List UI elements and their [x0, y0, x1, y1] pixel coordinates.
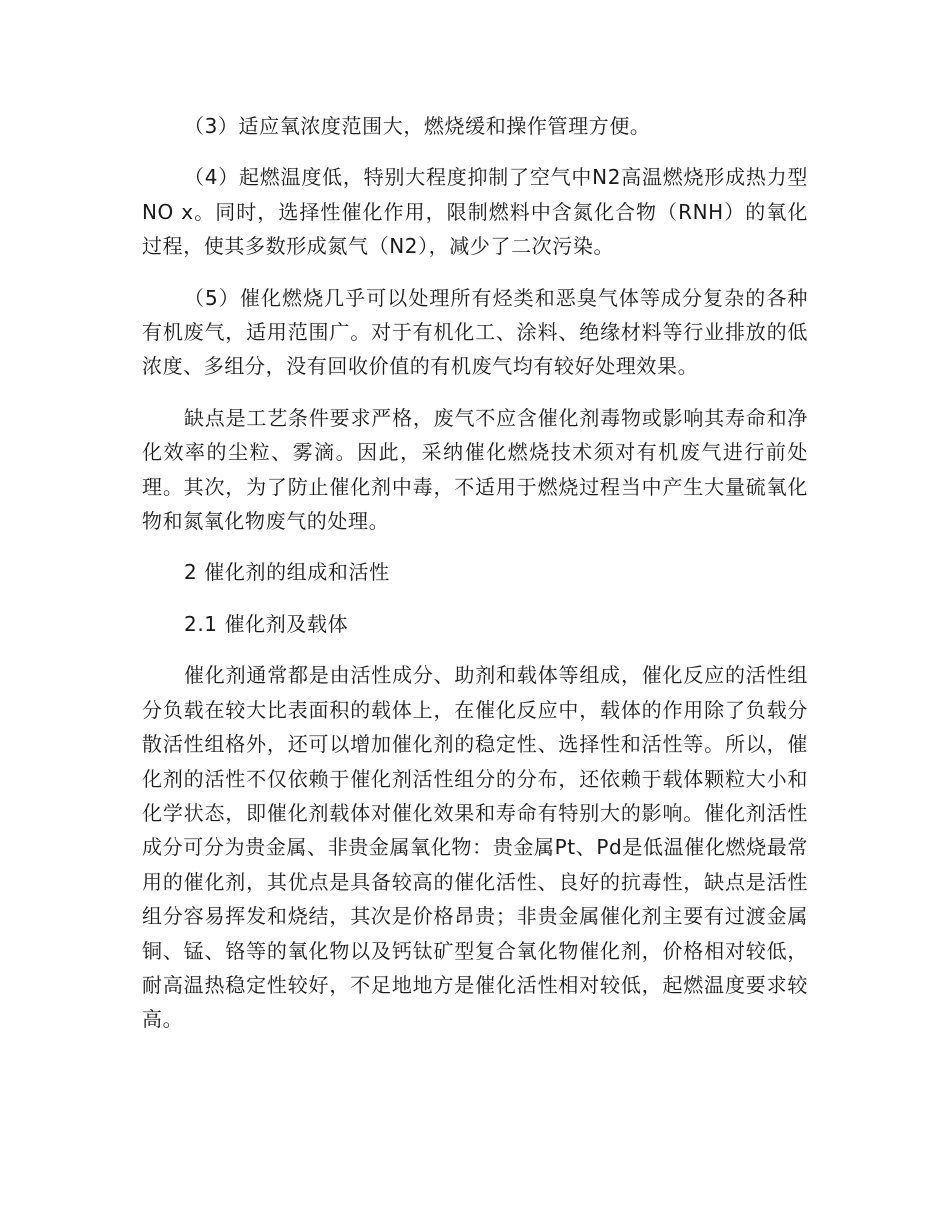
subsection-heading-2-1: 2.1 催化剂及载体 [184, 611, 349, 636]
document-body [142, 109, 808, 1054]
section-heading-2: 2 催化剂的组成和活性 [184, 560, 390, 585]
paragraph-disadvantages: 缺点是工艺条件要求严格，废气不应含催化剂毒物或影响其寿命和净化效率的尘粒、雾滴。因此，采纳催化燃烧技术须对有机废气进行前处理。其次，为了防止催化剂中毒，不适用于燃烧过程当中产生大量硫氧化物和氮氧化物废气的处理。 [142, 405, 808, 534]
paragraph-catalyst-support: 催化剂通常都是由活性成分、助剂和载体等组成，催化反应的活性组分负载在较大比表面积的载体上，在催化反应中，载体的作用除了负载分散活性组格外，还可以增加催化剂的稳定性、选择性和活性等。所以，催化剂的活性不仅依赖于催化剂活性组分的分布，还依赖于载体颗粒大小和化学状态，即催化剂载体对催化效果和寿命有特别大的影响。催化剂活性成分可分为贵金属、非贵金属氧化物：贵金属Pt、Pd是低温催化燃烧最常用的催化剂，其优点是具备较高的催化活性、良好的抗毒性，缺点是活性组分容易挥发和烧结，其次是价格昂贵；非贵金属催化剂主要有过渡金属铜、锰、铬等的氧化物以及钙钛矿型复合氧化物催化剂，价格相对较低，耐高温热稳定性较好，不足地地方是催化活性相对较低，起燃温度要求较高。 [142, 663, 808, 1032]
paragraph-item-4: （4）起燃温度低，特别大程度抑制了空气中N2高温燃烧形成热力型NO x。同时，选择性催化作用，限制燃料中含氮化合物（RNH）的氧化过程，使其多数形成氮气（N2），减少了二次污染。 [142, 165, 808, 259]
paragraph-item-5: （5）催化燃烧几乎可以处理所有烃类和恶臭气体等成分复杂的各种有机废气，适用范围广。对于有机化工、涂料、绝缘材料等行业排放的低浓度、多组分，没有回收价值的有机废气均有较好处理效果。 [142, 285, 808, 379]
paragraph-item-3: （3）适应氧浓度范围大，燃烧缓和操作管理方便。 [184, 114, 651, 138]
